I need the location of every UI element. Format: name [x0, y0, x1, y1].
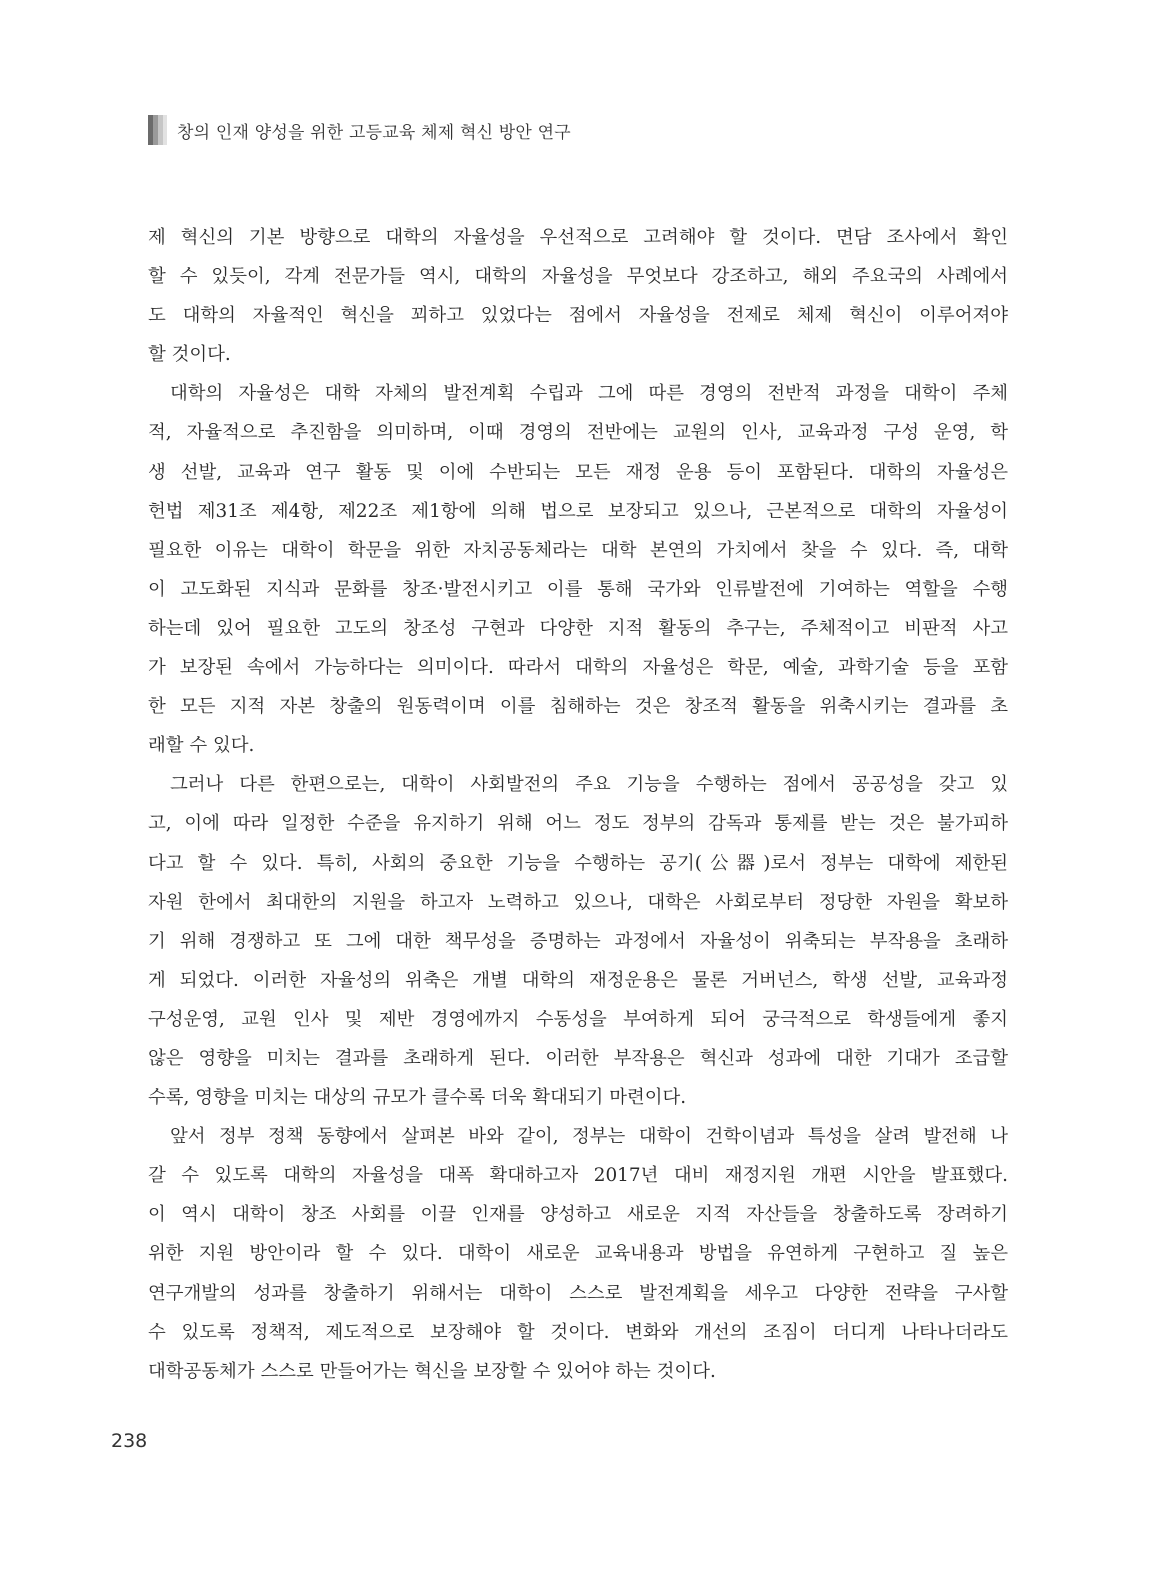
paragraph-line: 이 역시 대학이 창조 사회를 이끌 인재를 양성하고 새로운 지적 자산들을 창출하도록 장려하기	[148, 1204, 1008, 1226]
paragraph-line: 헌법 제31조 제4항, 제22조 제1항에 의해 법으로 보장되고 있으나, 근본적으로 대학의 자율성이	[148, 500, 1008, 522]
paragraph-line: 갈 수 있도록 대학의 자율성을 대폭 확대하고자 2017년 대비 재정지원 개편 시안을 발표했다.	[148, 1165, 1008, 1187]
paragraph-line: 적, 자율적으로 추진함을 의미하며, 이때 경영의 전반에는 교원의 인사, 교육과정 구성 운영, 학	[148, 422, 1008, 444]
paragraph-line: 기 위해 경쟁하고 또 그에 대한 책무성을 증명하는 과정에서 자율성이 위축되는 부작용을 초래하	[148, 930, 1008, 952]
paragraph-line: 않은 영향을 미치는 결과를 초래하게 된다. 이러한 부작용은 혁신과 성과에 대한 기대가 조급할	[148, 1047, 1008, 1069]
paragraph	[148, 765, 1008, 1117]
paragraph-line: 구성운영, 교원 인사 및 제반 경영에까지 수동성을 부여하게 되어 궁극적으로 학생들에게 좋지	[148, 1008, 1008, 1030]
page-number: 238	[111, 1430, 148, 1452]
paragraph-line: 위한 지원 방안이라 할 수 있다. 대학이 새로운 교육내용과 방법을 유연하게 구현하고 질 높은	[148, 1243, 1008, 1265]
running-header	[148, 115, 571, 145]
body-text	[148, 218, 1008, 1391]
header-bars-decoration	[148, 115, 167, 145]
paragraph-line: 하는데 있어 필요한 고도의 창조성 구현과 다양한 지적 활동의 추구는, 주체적이고 비판적 사고	[148, 617, 1008, 639]
paragraph-line: 생 선발, 교육과 연구 활동 및 이에 수반되는 모든 재정 운용 등이 포함된다. 대학의 자율성은	[148, 461, 1008, 483]
paragraph-line: 게 되었다. 이러한 자율성의 위축은 개별 대학의 재정운용은 물론 거버넌스, 학생 선발, 교육과정	[148, 969, 1008, 991]
paragraph-line: 래할 수 있다.	[148, 735, 255, 757]
paragraph	[148, 218, 1008, 374]
header-title: 창의 인재 양성을 위한 고등교육 체제 혁신 방안 연구	[177, 122, 571, 143]
paragraph	[148, 1117, 1008, 1391]
paragraph-line: 앞서 정부 정책 동향에서 살펴본 바와 같이, 정부는 대학이 건학이념과 특성을 살려 발전해 나	[170, 1126, 1008, 1148]
paragraph-line: 제 혁신의 기본 방향으로 대학의 자율성을 우선적으로 고려해야 할 것이다. 면담 조사에서 확인	[148, 227, 1008, 248]
paragraph-line: 대학의 자율성은 대학 자체의 발전계획 수립과 그에 따른 경영의 전반적 과정을 대학이 주체	[170, 383, 1008, 405]
paragraph-line: 필요한 이유는 대학이 학문을 위한 자치공동체라는 대학 본연의 가치에서 찾을 수 있다. 즉, 대학	[148, 539, 1008, 561]
paragraph-line: 도 대학의 자율적인 혁신을 꾀하고 있었다는 점에서 자율성을 전제로 체제 혁신이 이루어져야	[148, 305, 1008, 327]
paragraph-line: 자원 한에서 최대한의 지원을 하고자 노력하고 있으나, 대학은 사회로부터 정당한 자원을 확보하	[148, 891, 1008, 913]
paragraph-line: 그러나 다른 한편으로는, 대학이 사회발전의 주요 기능을 수행하는 점에서 공공성을 갖고 있	[170, 774, 1008, 796]
paragraph-line: 이 고도화된 지식과 문화를 창조·발전시키고 이를 통해 국가와 인류발전에 기여하는 역할을 수행	[148, 578, 1008, 600]
paragraph-line: 할 수 있듯이, 각계 전문가들 역시, 대학의 자율성을 무엇보다 강조하고, 해외 주요국의 사례에서	[148, 266, 1008, 288]
paragraph-line: 대학공동체가 스스로 만들어가는 혁신을 보장할 수 있어야 하는 것이다.	[148, 1360, 716, 1382]
paragraph-line: 수 있도록 정책적, 제도적으로 보장해야 할 것이다. 변화와 개선의 조짐이 더디게 나타나더라도	[148, 1321, 1008, 1343]
paragraph	[148, 374, 1008, 765]
paragraph-line: 가 보장된 속에서 가능하다는 의미이다. 따라서 대학의 자율성은 학문, 예술, 과학기술 등을 포함	[148, 657, 1008, 679]
paragraph-line: 한 모든 지적 자본 창출의 원동력이며 이를 침해하는 것은 창조적 활동을 위축시키는 결과를 초	[148, 696, 1008, 718]
paragraph-line: 연구개발의 성과를 창출하기 위해서는 대학이 스스로 발전계획을 세우고 다양한 전략을 구사할	[148, 1282, 1008, 1304]
paragraph-line: 수록, 영향을 미치는 대상의 규모가 클수록 더욱 확대되기 마련이다.	[148, 1087, 687, 1109]
paragraph-line: 다고 할 수 있다. 특히, 사회의 중요한 기능을 수행하는 공기(公器)로서 정부는 대학에 제한된	[148, 852, 1008, 874]
paragraph-line: 고, 이에 따라 일정한 수준을 유지하기 위해 어느 정도 정부의 감독과 통제를 받는 것은 불가피하	[148, 813, 1008, 835]
paragraph-line: 할 것이다.	[148, 344, 231, 366]
